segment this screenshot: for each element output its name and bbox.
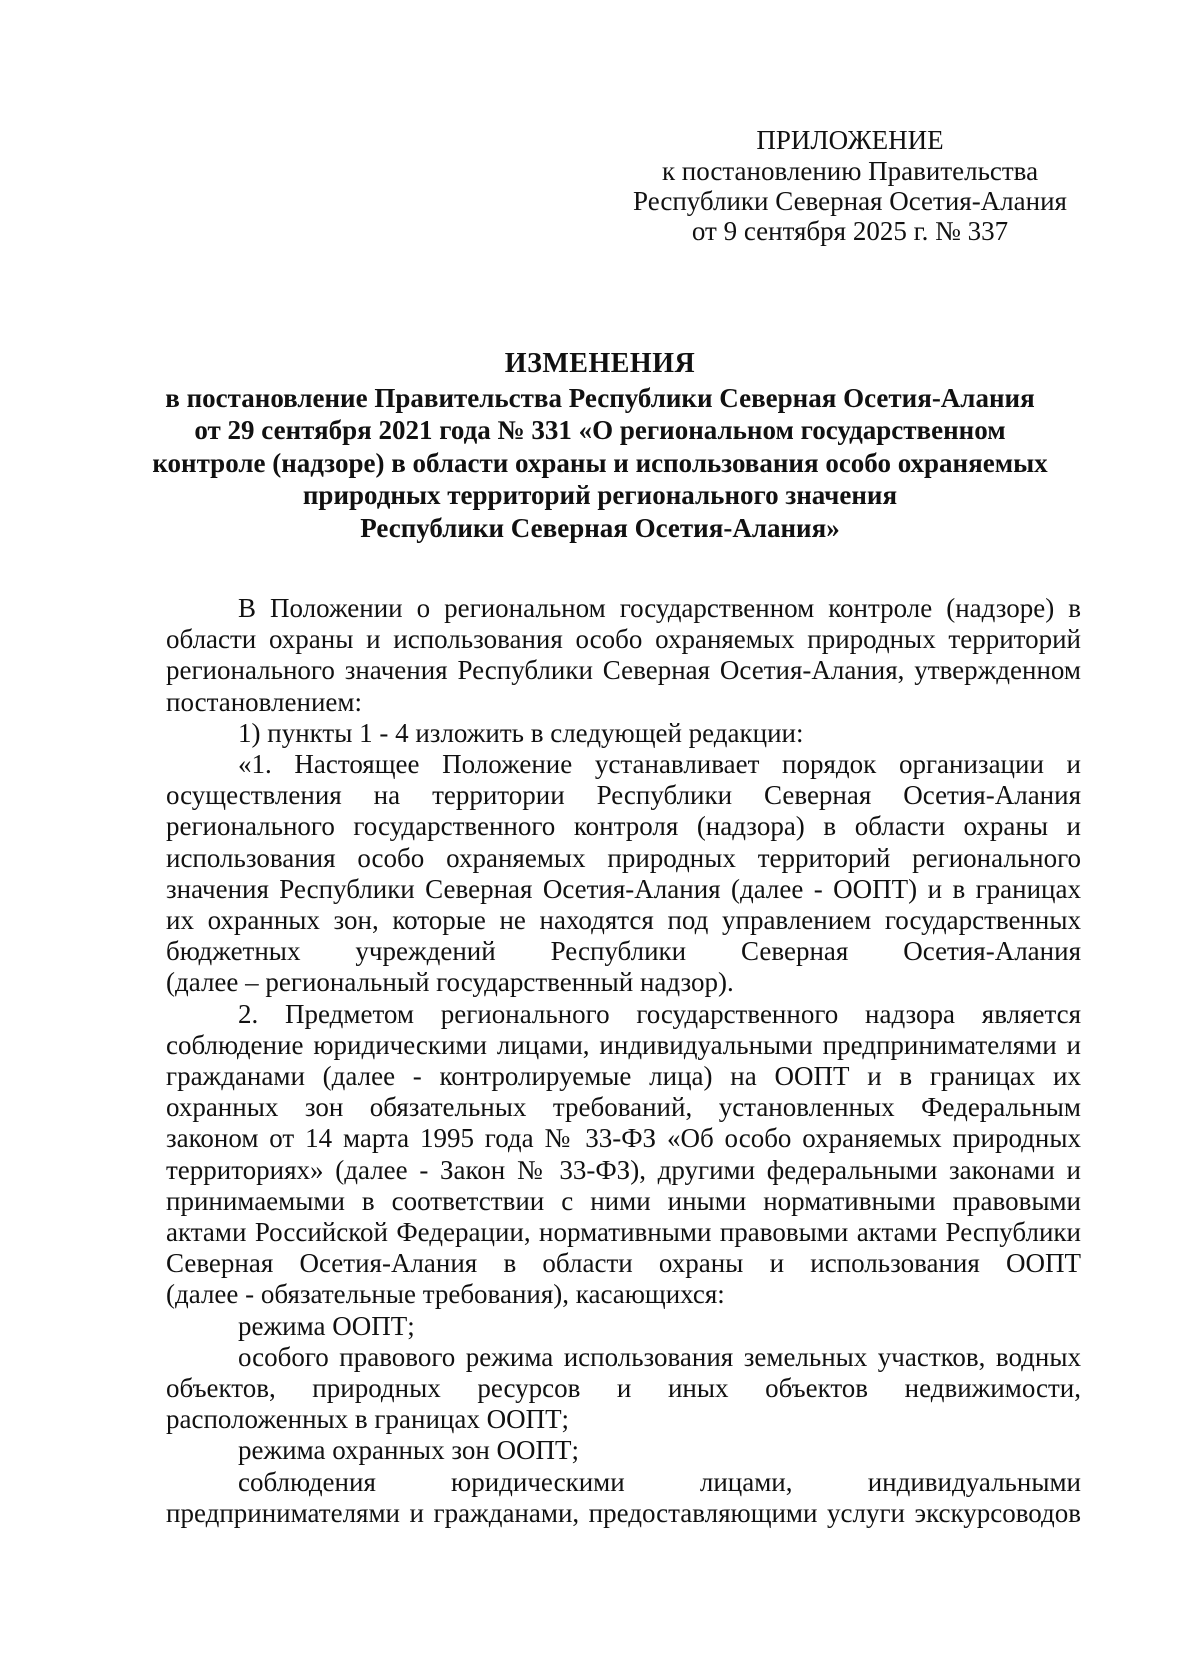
body-line: (далее - обязательные требования), касающихся: [166,1279,725,1310]
heading-line: в постановление Правительства Республики Северная Осетия-Алания [165,382,1035,413]
list-item-line: режима ООПТ; [238,1310,415,1341]
body-line: В Положении о региональном государственном контроле (надзоре) в [238,593,1081,623]
item-1-line: 1) пункты 1 - 4 изложить в следующей редакции: [238,717,804,748]
heading-line: от 29 сентября 2021 года № 331 «О региональном государственном [194,415,1006,445]
heading-line: контроле (надзоре) в области охраны и использования особо охраняемых [152,447,1048,478]
appendix-resolution-line: к постановлению Правительства [661,156,1039,186]
body-line: (далее – региональный государственный надзор). [166,967,734,998]
changes-heading [140,348,1060,544]
body-line: использования особо охраняемых природных территорий регионального [166,842,1081,873]
body-line: расположенных в границах ООПТ; [166,1404,570,1435]
body-line: законом от 14 марта 1995 года № 33-ФЗ «Об особо охраняемых природных [166,1123,1081,1154]
body-line: области охраны и использования особо охраняемых природных территорий [166,624,1081,655]
appendix-republic-line: Республики Северная Осетия-Алания [633,186,1067,216]
body-line: принимаемыми в соответствии с ними иными нормативными правовыми [166,1185,1081,1216]
body-line: гражданами (далее - контролируемые лица) на ООПТ и в границах их [166,1061,1081,1092]
appendix-block [600,125,1100,246]
body-line: бюджетных учреждений Республики Северная Осетия-Алания [166,936,1081,967]
body-line: Северная Осетия-Алания в области охраны и использования ООПТ [166,1248,1081,1279]
heading-line: Республики Северная Осетия-Алания» [360,512,840,543]
body-line: «1. Настоящее Положение устанавливает порядок организации и [238,749,1081,780]
list-item-line: режима охранных зон ООПТ; [238,1435,580,1466]
appendix-date-number-line: от 9 сентября 2025 г. № 337 [691,216,1009,246]
body-line: территориях» (далее - Закон № 33-ФЗ), другими федеральными законами и [166,1154,1081,1185]
body-line: объектов, природных ресурсов и иных объектов недвижимости, [166,1373,1081,1404]
heading-title: ИЗМЕНЕНИЯ [504,348,696,379]
body-line: предпринимателями и гражданами, предоставляющими услуги экскурсоводов [166,1497,1081,1528]
body-line: регионального государственного контроля (надзора) в области охраны и [166,811,1081,842]
body-line: значения Республики Северная Осетия-Алания (далее - ООПТ) и в границах [166,873,1081,904]
body-line: охранных зон обязательных требований, установленных Федеральным [166,1092,1081,1123]
body-line: особого правового режима использования земельных участков, водных [238,1341,1081,1372]
body-line: регионального значения Республики Северная Осетия-Алания, утвержденном [166,655,1081,686]
body-line: постановлением: [166,686,362,717]
body-line: соблюдение юридическими лицами, индивидуальными предпринимателями и [166,1029,1081,1060]
appendix-title: ПРИЛОЖЕНИЕ [756,125,944,155]
body-line: актами Российской Федерации, нормативными правовыми актами Республики [166,1217,1081,1248]
body-line: соблюдения юридическими лицами, индивидуальными [238,1466,1081,1497]
body-line: осуществления на территории Республики Северная Осетия-Алания [166,780,1081,811]
document-body [166,593,1081,1529]
body-line: их охранных зон, которые не находятся под управлением государственных [166,905,1081,936]
body-line: 2. Предметом регионального государственного надзора является [238,998,1081,1029]
heading-line: природных территорий регионального значения [302,480,898,510]
